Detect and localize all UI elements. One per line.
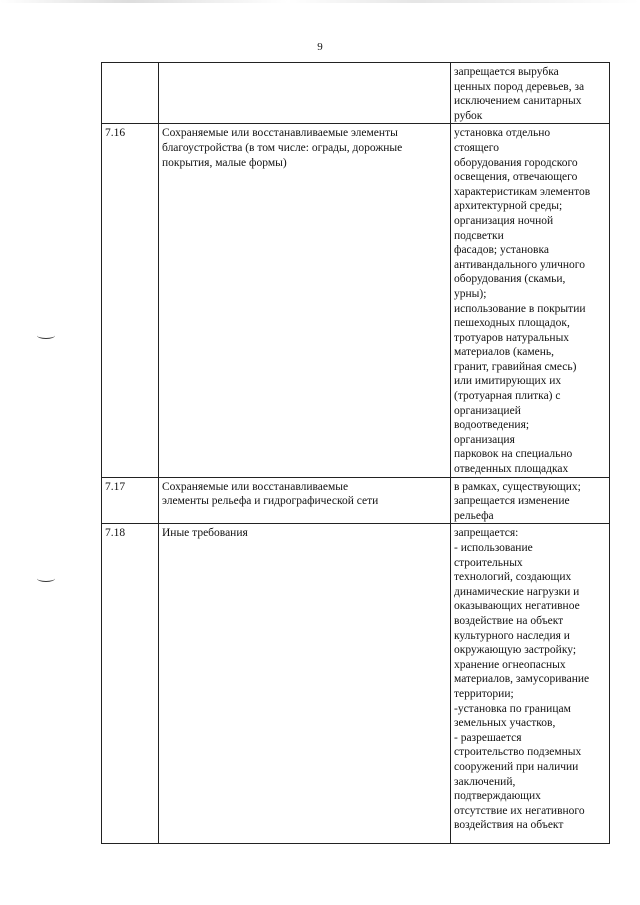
requirements-cell (451, 124, 610, 477)
requirement-line: (тротуарная плитка) с (454, 390, 561, 403)
requirement-line: в рамках, существующих; (454, 480, 581, 493)
requirement-line: оказывающих негативное (454, 600, 580, 613)
row-number-cell: 7.16 (102, 124, 159, 477)
requirement-line: воздействие на объект (454, 614, 564, 627)
element-name-line: Сохраняемые или восстанавливаемые элементы (162, 127, 398, 140)
hole-punch-mark (37, 332, 55, 339)
page-number: 9 (317, 41, 323, 53)
row-number-cell: 7.17 (102, 477, 159, 524)
requirements-table (101, 62, 610, 844)
element-name-cell (159, 524, 451, 844)
requirement-line: земельных участков, (454, 717, 556, 730)
element-name-line: Иные требования (162, 527, 248, 540)
element-name-line: покрытия, малые формы) (162, 156, 287, 169)
requirement-line: территории; (454, 687, 514, 700)
requirement-line: материалов (камень, (454, 346, 555, 359)
requirement-line: использование в покрытии (454, 302, 586, 315)
requirements-cell (451, 477, 610, 524)
requirement-line: организация ночной (454, 214, 554, 227)
requirement-line: отсутствие их негативного (454, 804, 585, 817)
requirement-line: материалов, замусоривание (454, 673, 590, 686)
requirement-line: или имитирующих их (454, 375, 562, 388)
requirement-line: отведенных площадках (454, 463, 569, 476)
requirement-line: фасадов; установка (454, 244, 549, 257)
table-row (102, 477, 610, 524)
requirement-line: организация (454, 433, 515, 446)
requirement-line: заключений, (454, 775, 516, 788)
requirement-line: хранение огнеопасных (454, 658, 566, 671)
element-name-cell (159, 63, 451, 124)
requirement-line: - разрешается (454, 731, 522, 744)
table-row (102, 524, 610, 844)
requirement-line: культурного наследия и (454, 629, 570, 642)
element-name-line: благоустройства (в том числе: ограды, дорожные (162, 141, 403, 154)
requirement-line: запрещается изменение (454, 495, 570, 508)
element-name-line: Сохраняемые или восстанавливаемые (162, 480, 349, 493)
requirement-line: урны); (454, 287, 487, 300)
element-name-cell (159, 124, 451, 477)
requirement-line: парковок на специально (454, 448, 573, 461)
scan-edge-artifact (0, 0, 640, 3)
requirements-cell (451, 524, 610, 844)
requirement-line: архитектурной среды; (454, 200, 563, 213)
requirement-line: оборудования (скамьи, (454, 273, 566, 286)
requirement-line: подтверждающих (454, 790, 541, 803)
requirement-line: запрещается вырубка (454, 66, 559, 78)
requirement-line: оборудования городского (454, 156, 578, 169)
requirement-line: подсветки (454, 229, 504, 242)
requirement-line: организацией (454, 404, 521, 417)
requirement-line: водоотведения; (454, 419, 530, 432)
requirement-line: воздействия на объект (454, 819, 564, 832)
requirement-line: -установка по границам (454, 702, 571, 715)
table-body (102, 63, 610, 844)
requirement-line: сооружений при наличии (454, 760, 579, 773)
requirement-line: исключением санитарных (454, 95, 582, 108)
requirement-line: запрещается: (454, 527, 519, 540)
requirement-line: антивандального уличного (454, 258, 585, 271)
requirement-line: характеристикам элементов (454, 185, 591, 198)
requirements-cell (451, 63, 610, 124)
requirement-line: стоящего (454, 141, 499, 154)
requirement-line: рельефа (454, 509, 494, 522)
requirement-line: строительных (454, 556, 523, 569)
requirement-line: пешеходных площадок, (454, 317, 570, 330)
table-row (102, 124, 610, 477)
requirement-line: установка отдельно (454, 127, 551, 140)
row-number-cell: 7.18 (102, 524, 159, 844)
requirement-line: тротуаров натуральных (454, 331, 570, 344)
row-number-cell (102, 63, 159, 124)
requirement-line: - использование (454, 542, 533, 554)
requirement-line: технологий, создающих (454, 571, 572, 584)
table-row (102, 63, 610, 124)
hole-punch-mark (37, 575, 55, 582)
requirement-line: динамические нагрузки и (454, 585, 580, 598)
requirement-line: ценных пород деревьев, за (454, 80, 585, 93)
requirement-line: строительство подземных (454, 746, 582, 759)
element-name-line: элементы рельефа и гидрографической сети (162, 495, 379, 508)
requirement-line: рубок (454, 109, 483, 122)
requirement-line: освещения, отвечающего (454, 171, 578, 184)
element-name-cell (159, 477, 451, 524)
requirement-line: гранит, гравийная смесь) (454, 360, 577, 373)
requirement-line: окружающую застройку; (454, 644, 577, 657)
